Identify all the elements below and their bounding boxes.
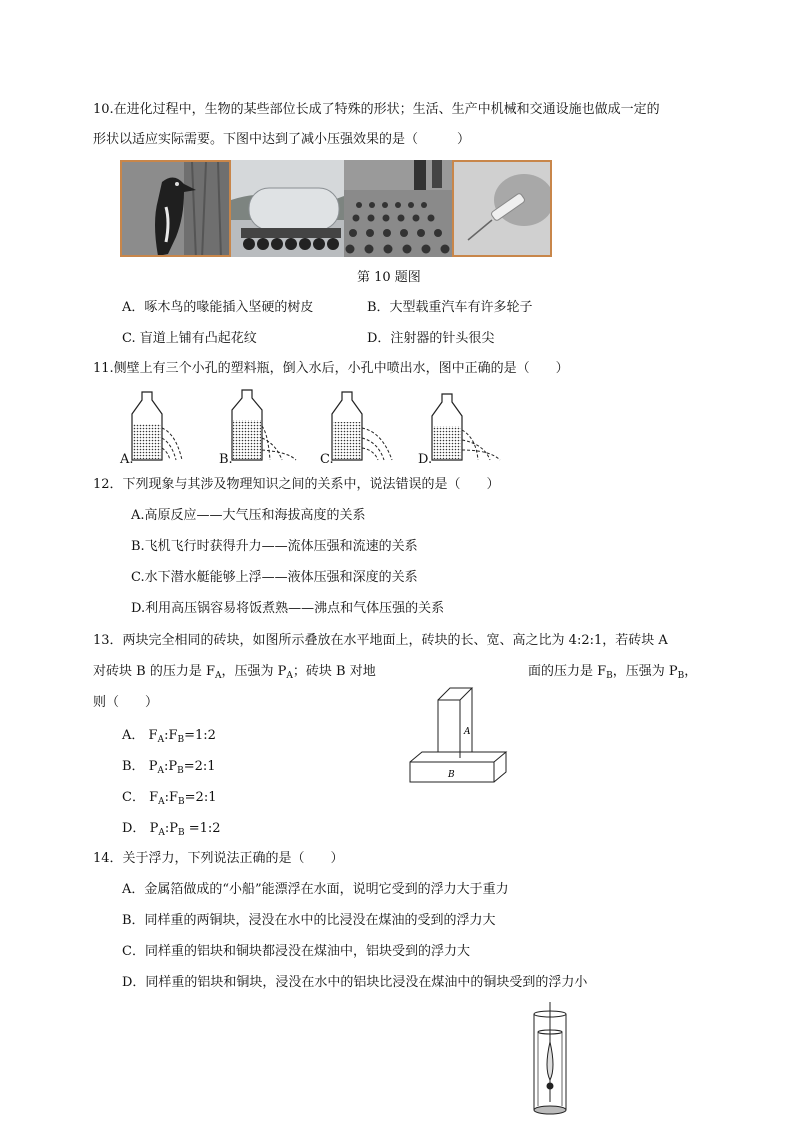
subscript-a: A	[158, 828, 165, 838]
subscript-b: B	[606, 671, 613, 681]
q13-text: ；砖块 B 对地	[292, 664, 376, 679]
q13-stem-line2b	[528, 663, 697, 685]
q10-stem-line1: 10.在进化过程中，生物的某些部位长成了特殊的形状；生活、生产中机械和交通设施也做成一定的	[93, 102, 660, 117]
subscript-a: A	[157, 735, 165, 745]
q13-option-a	[122, 727, 216, 749]
subscript-a: A	[157, 766, 164, 776]
bottle-b	[232, 390, 296, 460]
option-letter: B．	[122, 759, 145, 774]
option-text: :P	[164, 821, 178, 836]
subscript-b: B	[177, 735, 185, 745]
q13-option-d	[122, 820, 221, 842]
q12-option-a: A.高原反应——大气压和海拔高度的关系	[131, 508, 366, 523]
q11-stem: 11.侧壁上有三个小孔的塑料瓶，倒入水后，小孔中喷出水，图中正确的是（ ）	[93, 361, 569, 376]
option-text: P	[148, 759, 158, 774]
q10-option-d: D．注射器的针头很尖	[367, 331, 495, 346]
q10-option-b: B．大型载重汽车有许多轮子	[367, 300, 533, 315]
option-text: :F	[164, 790, 179, 805]
option-text: =2:1	[184, 790, 217, 805]
q13-text: ，压强为 P	[612, 664, 678, 679]
q13-text: 面的压力是 F	[528, 664, 607, 679]
syringe-image	[454, 162, 552, 257]
q10-option-a: A．啄木鸟的喙能插入坚硬的树皮	[122, 300, 314, 315]
brick-b-label: B	[448, 770, 455, 780]
q14-option-a: A．金属箔做成的“小船”能漂浮在水面，说明它受到的浮力大于重力	[122, 882, 509, 897]
q14-option-c: C．同样重的铝块和铜块都浸没在煤油中，铝块受到的浮力大	[122, 944, 470, 959]
q12-option-d: D.利用高压锅容易将饭煮熟——沸点和气体压强的关系	[131, 601, 445, 616]
option-letter: A．	[122, 728, 145, 743]
q14-option-b: B．同样重的两铜块，浸没在水中的比浸没在煤油的受到的浮力大	[122, 913, 496, 928]
truck-image	[231, 160, 344, 257]
option-letter: D．	[122, 821, 146, 836]
syringe-photo	[452, 160, 552, 257]
heavy-truck-photo	[231, 160, 344, 257]
option-text: :F	[164, 728, 178, 743]
q11-label-c: C.	[320, 452, 334, 467]
q13-text: ，压强为 P	[221, 664, 287, 679]
q14-option-d: D．同样重的铝块和铜块，浸没在水中的铝块比浸没在煤油中的铜块受到的浮力小	[122, 975, 588, 990]
bottle-a	[132, 392, 182, 460]
bottle-d	[432, 394, 500, 460]
q12-option-c: C.水下潜水艇能够上浮——液体压强和深度的关系	[131, 570, 418, 585]
brick-a-label: A	[464, 727, 471, 737]
q13-stem-line3: 则（ ）	[93, 695, 159, 710]
q11-label-b: B.	[219, 452, 233, 467]
q12-stem: 12．下列现象与其涉及物理知识之间的关系中，说法错误的是（ ）	[93, 477, 500, 492]
option-letter: C．	[122, 790, 145, 805]
subscript-a: A	[158, 797, 165, 807]
woodpecker-image	[122, 162, 231, 257]
subscript-b: B	[177, 766, 184, 776]
graduated-cylinder-figure	[526, 1002, 576, 1122]
q13-text: ，	[684, 664, 698, 679]
option-text: F	[148, 728, 158, 743]
q14-stem: 14．关于浮力，下列说法正确的是（ ）	[93, 851, 344, 866]
subscript-a: A	[286, 671, 293, 681]
q12-option-b: B.飞机飞行时获得升力——流体压强和流速的关系	[131, 539, 418, 554]
subscript-b: B	[677, 671, 685, 681]
option-text: P	[149, 821, 159, 836]
q13-bricks-figure	[408, 684, 510, 786]
q11-label-a: A.	[120, 452, 134, 467]
tactile-paving-image	[344, 160, 452, 257]
q13-option-b	[122, 758, 216, 780]
q10-option-c: C. 盲道上铺有凸起花纹	[122, 331, 257, 346]
option-text: :P	[163, 759, 178, 774]
subscript-a: A	[214, 671, 222, 681]
option-text: F	[149, 790, 159, 805]
tactile-paving-photo	[344, 160, 452, 257]
option-text: =2:1	[183, 759, 216, 774]
q13-stem-line1: 13．两块完全相同的砖块，如图所示叠放在水平地面上，砖块的长、宽、高之比为 4:2:1，若砖块 A	[93, 633, 668, 648]
bottle-c	[332, 392, 392, 460]
q13-option-c	[122, 789, 216, 811]
q13-stem-line2a	[93, 663, 376, 685]
subscript-b: B	[178, 797, 185, 807]
option-text: =1:2	[184, 821, 221, 836]
q13-text: 对砖块 B 的压力是 F	[93, 664, 215, 679]
q10-stem-line2: 形状以适应实际需要。下图中达到了减小压强效果的是（ ）	[93, 132, 471, 147]
subscript-b: B	[177, 828, 185, 838]
q11-label-d: D.	[418, 452, 433, 467]
woodpecker-photo	[120, 160, 231, 257]
option-text: =1:2	[184, 728, 216, 743]
q10-figure-caption: 第 10 题图	[357, 270, 421, 285]
